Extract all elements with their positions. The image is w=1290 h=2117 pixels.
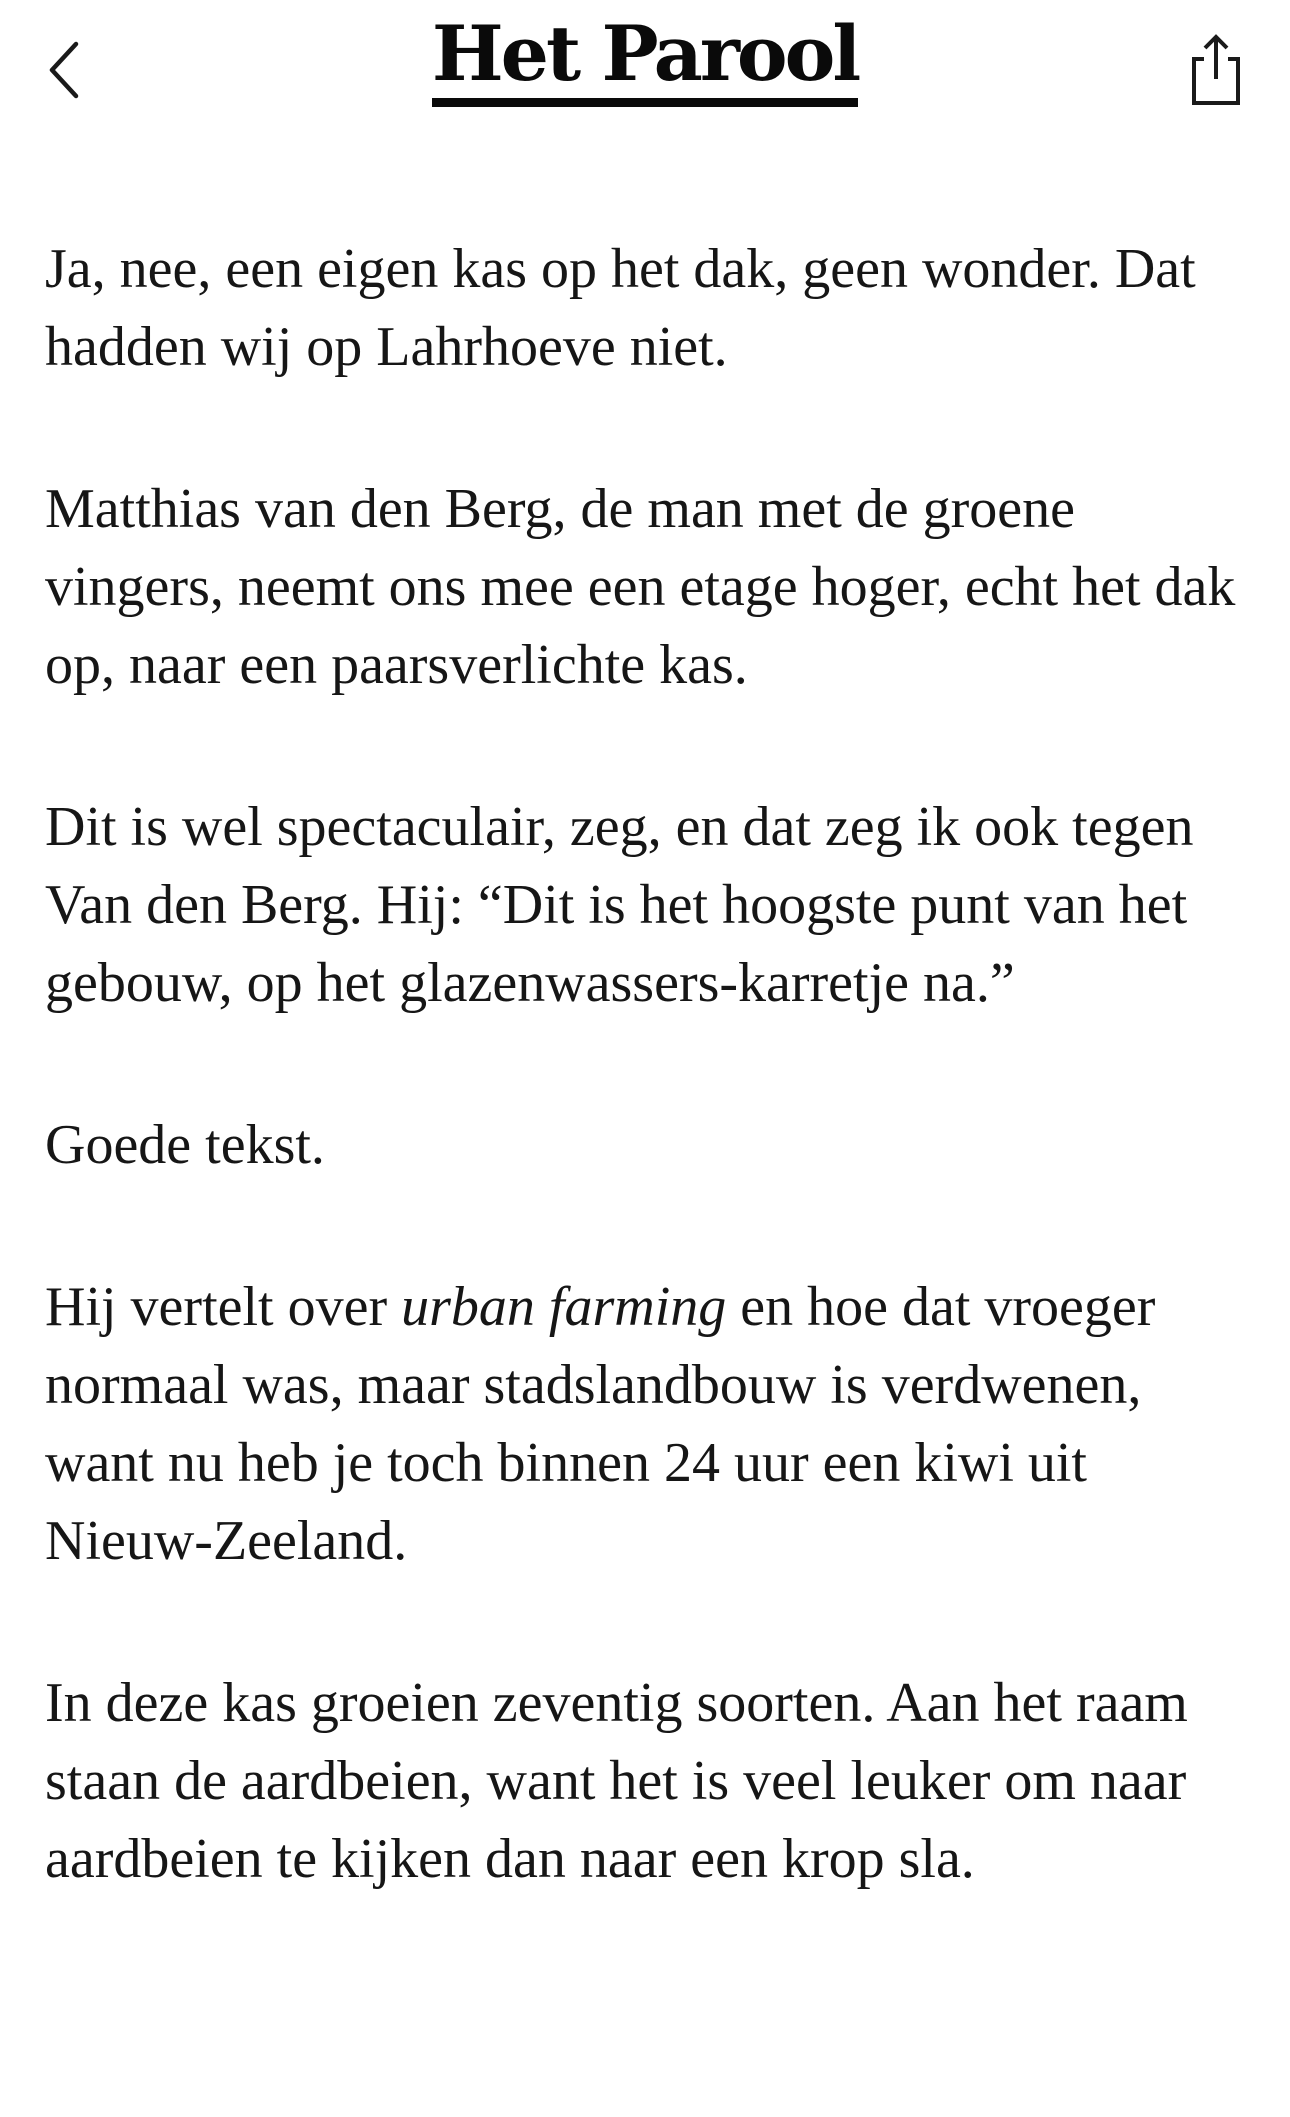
logo-text: Het Parool (432, 16, 858, 107)
paragraph-6: In deze kas groeien zeventig soorten. Aan het raam staan de aardbeien, want het is veel leuker om naar aardbeien te kijken dan naar een krop sla. (45, 1672, 1188, 1890)
top-bar (0, 0, 1290, 130)
article-body (45, 230, 1255, 1982)
paragraph-1: Ja, nee, een eigen kas op het dak, geen wonder. Dat hadden wij op Lahrhoeve niet. (45, 238, 1196, 378)
paragraph-4: Goede tekst. (45, 1114, 325, 1176)
paragraph-5-start: Hij vertelt over (45, 1276, 402, 1338)
paragraph-5 (45, 1268, 1255, 1580)
paragraph-5-italic: urban farming (401, 1276, 727, 1338)
paragraph-3: Dit is wel spectaculair, zeg, en dat zeg ik ook tegen Van den Berg. Hij: “Dit is het hoogste punt van het gebouw, op het glazenwassers-karretje na.” (45, 796, 1194, 1014)
share-button[interactable] (1180, 30, 1252, 110)
paragraph-5-end: en hoe dat vroeger normaal was, maar stadslandbouw is verdwenen, want nu heb je toch binnen 24 uur een kiwi uit Nieuw-Zeeland. (45, 1276, 1156, 1572)
publication-logo (0, 9, 1290, 107)
paragraph-2: Matthias van den Berg, de man met de groene vingers, neemt ons mee een etage hoger, echt het dak op, naar een paarsverlichte kas. (45, 478, 1236, 696)
share-icon (1186, 33, 1246, 107)
